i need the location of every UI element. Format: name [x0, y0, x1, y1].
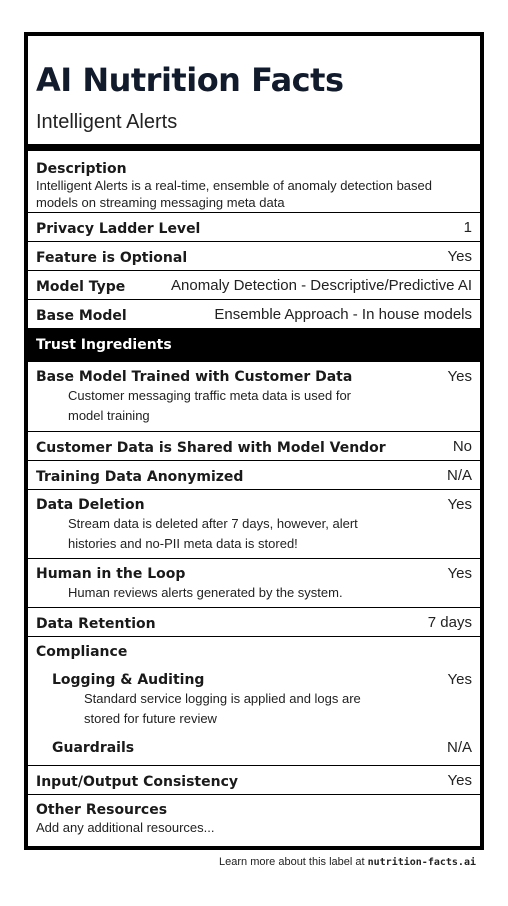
feature-optional-row [28, 241, 480, 270]
compliance-label: Compliance [36, 644, 128, 660]
privacy-ladder-row [28, 212, 480, 241]
trained-customer-data-note: Customer messaging traffic meta data is used for model training [68, 388, 351, 423]
description-text: Intelligent Alerts is a real-time, ensemble of anomaly detection based models on streaming messaging meta data [36, 178, 432, 210]
feature-optional-value: Yes [447, 248, 472, 265]
privacy-ladder-value: 1 [463, 219, 472, 236]
feature-optional-label: Feature is Optional [36, 250, 188, 266]
footer-link[interactable]: nutrition-facts.ai [367, 857, 476, 868]
human-loop-value: Yes [447, 565, 472, 582]
data-deletion-note: Stream data is deleted after 7 days, however, alert histories and no-PII meta data is stored! [68, 516, 358, 551]
base-model-value: Ensemble Approach - In house models [214, 306, 472, 323]
shared-vendor-value: No [452, 438, 472, 455]
io-consistency-value: Yes [447, 772, 472, 789]
io-consistency-row [28, 765, 480, 794]
logging-auditing-note: Standard service logging is applied and logs are stored for future review [84, 691, 361, 726]
other-resources-row [28, 794, 480, 838]
data-deletion-value: Yes [447, 496, 472, 513]
trust-ingredients-heading: Trust Ingredients [28, 328, 480, 362]
shared-vendor-row [28, 431, 480, 460]
io-consistency-label: Input/Output Consistency [36, 774, 238, 790]
logging-auditing-label: Logging & Auditing [52, 672, 205, 688]
label-header [28, 36, 480, 150]
logging-auditing-value: Yes [447, 671, 472, 688]
guardrails-value: N/A [446, 739, 472, 756]
page-title: AI Nutrition Facts [36, 61, 344, 99]
anonymized-row [28, 460, 480, 489]
human-loop-note: Human reviews alerts generated by the system. [68, 585, 343, 600]
model-type-value: Anomaly Detection - Descriptive/Predictive AI [171, 277, 472, 294]
nutrition-label [24, 32, 484, 850]
trained-customer-data-label: Base Model Trained with Customer Data [36, 369, 353, 385]
base-model-row [28, 299, 480, 328]
footer-note [0, 856, 476, 868]
anonymized-label: Training Data Anonymized [36, 469, 244, 485]
shared-vendor-label: Customer Data is Shared with Model Vendor [36, 440, 386, 456]
product-subtitle: Intelligent Alerts [36, 111, 178, 133]
trained-customer-data-value: Yes [447, 368, 472, 385]
data-deletion-row [28, 489, 480, 558]
data-retention-value: 7 days [427, 614, 472, 631]
other-resources-label: Other Resources [36, 802, 168, 818]
data-retention-row [28, 607, 480, 636]
other-resources-text: Add any additional resources... [36, 820, 215, 835]
guardrails-label: Guardrails [52, 740, 135, 756]
logging-auditing-item [36, 671, 472, 731]
data-deletion-label: Data Deletion [36, 497, 145, 513]
description-row [28, 150, 480, 212]
privacy-ladder-label: Privacy Ladder Level [36, 221, 201, 237]
description-label: Description [36, 161, 127, 177]
guardrails-item [36, 739, 472, 757]
data-retention-label: Data Retention [36, 616, 156, 632]
human-loop-label: Human in the Loop [36, 566, 186, 582]
footer-text: Learn more about this label at [219, 856, 368, 868]
model-type-label: Model Type [36, 279, 126, 295]
model-type-row [28, 270, 480, 299]
base-model-label: Base Model [36, 308, 127, 324]
trained-customer-data-row [28, 362, 480, 431]
compliance-row [28, 636, 480, 765]
human-loop-row [28, 558, 480, 607]
anonymized-value: N/A [446, 467, 472, 484]
